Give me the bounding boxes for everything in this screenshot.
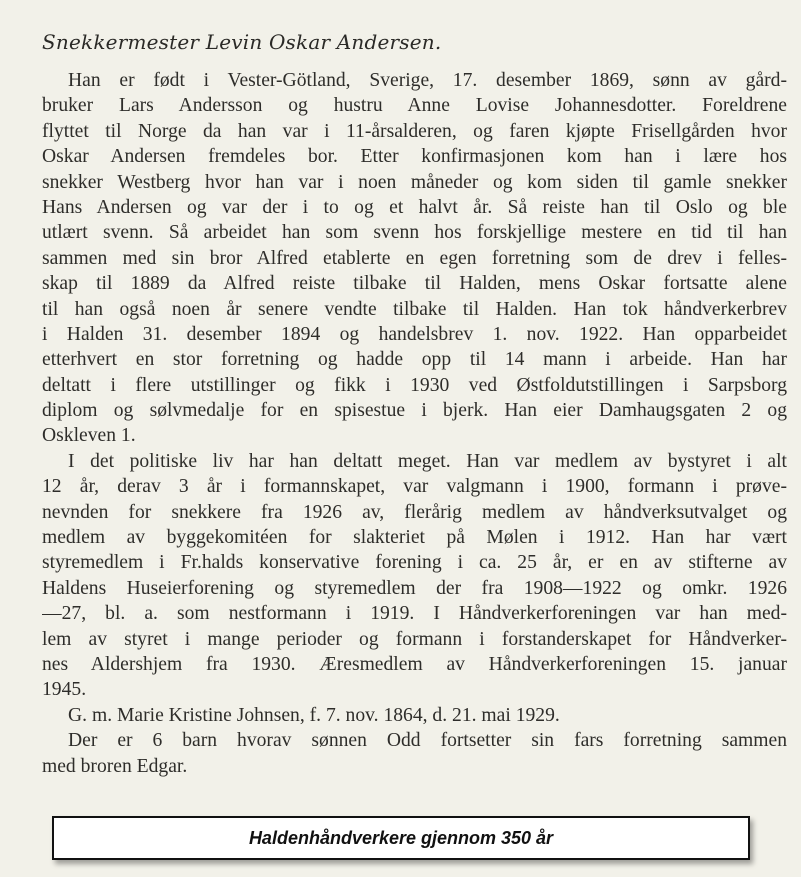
text-line: med broren Edgar. (42, 755, 188, 777)
text-line: medlem av byggekomitéen for slakteriet på Mølen i 1912. Han har vært (42, 527, 787, 549)
text-line: Hans Andersen og var der i to og et halvt år. Så reiste han til Oslo og ble (42, 196, 787, 218)
text-line: Han er født i Vester-Götland, Sverige, 17. desember 1869, sønn av gård- (68, 70, 787, 91)
text-line: flyttet til Norge da han var i 11-årsalderen, og faren kjøpte Frisellgården hvor (42, 120, 787, 142)
text-line: —27, bl. a. som nestformann i 1919. I Håndverkerforeningen var han med- (42, 603, 787, 625)
text-line: deltatt i flere utstillinger og fikk i 1930 ved Østfoldutstillingen i Sarpsborg (42, 374, 787, 396)
text-line: diplom og sølvmedalje for en spisestue i bjerk. Han eier Damhaugsgaten 2 og (42, 400, 787, 422)
caption-box (52, 816, 750, 860)
biography-heading: Snekkermester Levin Oskar Andersen. (42, 30, 442, 54)
text-line: Oskar Andersen fremdeles bor. Etter konfirmasjonen kom han i lære hos (42, 146, 787, 168)
text-line: 1945. (42, 679, 87, 701)
text-line: i Halden 31. desember 1894 og handelsbrev 1. nov. 1922. Han opparbeidet (42, 323, 787, 345)
text-line: skap til 1889 da Alfred reiste tilbake til Halden, mens Oskar fortsatte alene (42, 273, 787, 295)
text-line: til han også noen år senere vendte tilbake til Halden. Han tok håndverkerbrev (42, 298, 787, 320)
text-line: sammen med sin bror Alfred etablerte en egen forretning som de drev i felles- (42, 247, 787, 269)
text-line: lem av styret i mange perioder og formann i forstanderskapet for Håndverker- (42, 628, 787, 650)
text-line: nes Aldershjem fra 1930. Æresmedlem av Håndverkerforeningen 15. januar (42, 653, 787, 675)
text-line: utlært svenn. Så arbeidet han som svenn hos forskjellige mestere en tid til han (42, 222, 787, 244)
text-line: G. m. Marie Kristine Johnsen, f. 7. nov. 1864, d. 21. mai 1929. (68, 704, 560, 726)
caption-text: Haldenhåndverkere gjennom 350 år (248, 827, 554, 848)
text-line: nevnden for snekkere fra 1926 av, flerårig medlem av håndverksutvalget og (42, 501, 787, 523)
text-line: snekker Westberg hvor han var i noen måneder og kom siden til gamle snekker (42, 171, 787, 193)
text-line: I det politiske liv har han deltatt meget. Han var medlem av bystyret i alt (68, 450, 787, 472)
biography-body (42, 68, 787, 779)
text-line: Haldens Huseierforening og styremedlem der fra 1908—1922 og omkr. 1926 (42, 577, 787, 599)
text-line: etterhvert en stor forretning og hadde opp til 14 mann i arbeide. Han har (42, 349, 787, 371)
text-line: 12 år, derav 3 år i formannskapet, var valgmann i 1900, formann i prøve- (42, 476, 787, 498)
text-line: Oskleven 1. (42, 425, 136, 447)
text-line: bruker Lars Andersson og hustru Anne Lovise Johannesdotter. Foreldrene (42, 95, 787, 117)
text-line: Der er 6 barn hvorav sønnen Odd fortsetter sin fars forretning sammen (68, 730, 787, 752)
text-line: styremedlem i Fr.halds konservative forening i ca. 25 år, er en av stifterne av (42, 552, 787, 574)
